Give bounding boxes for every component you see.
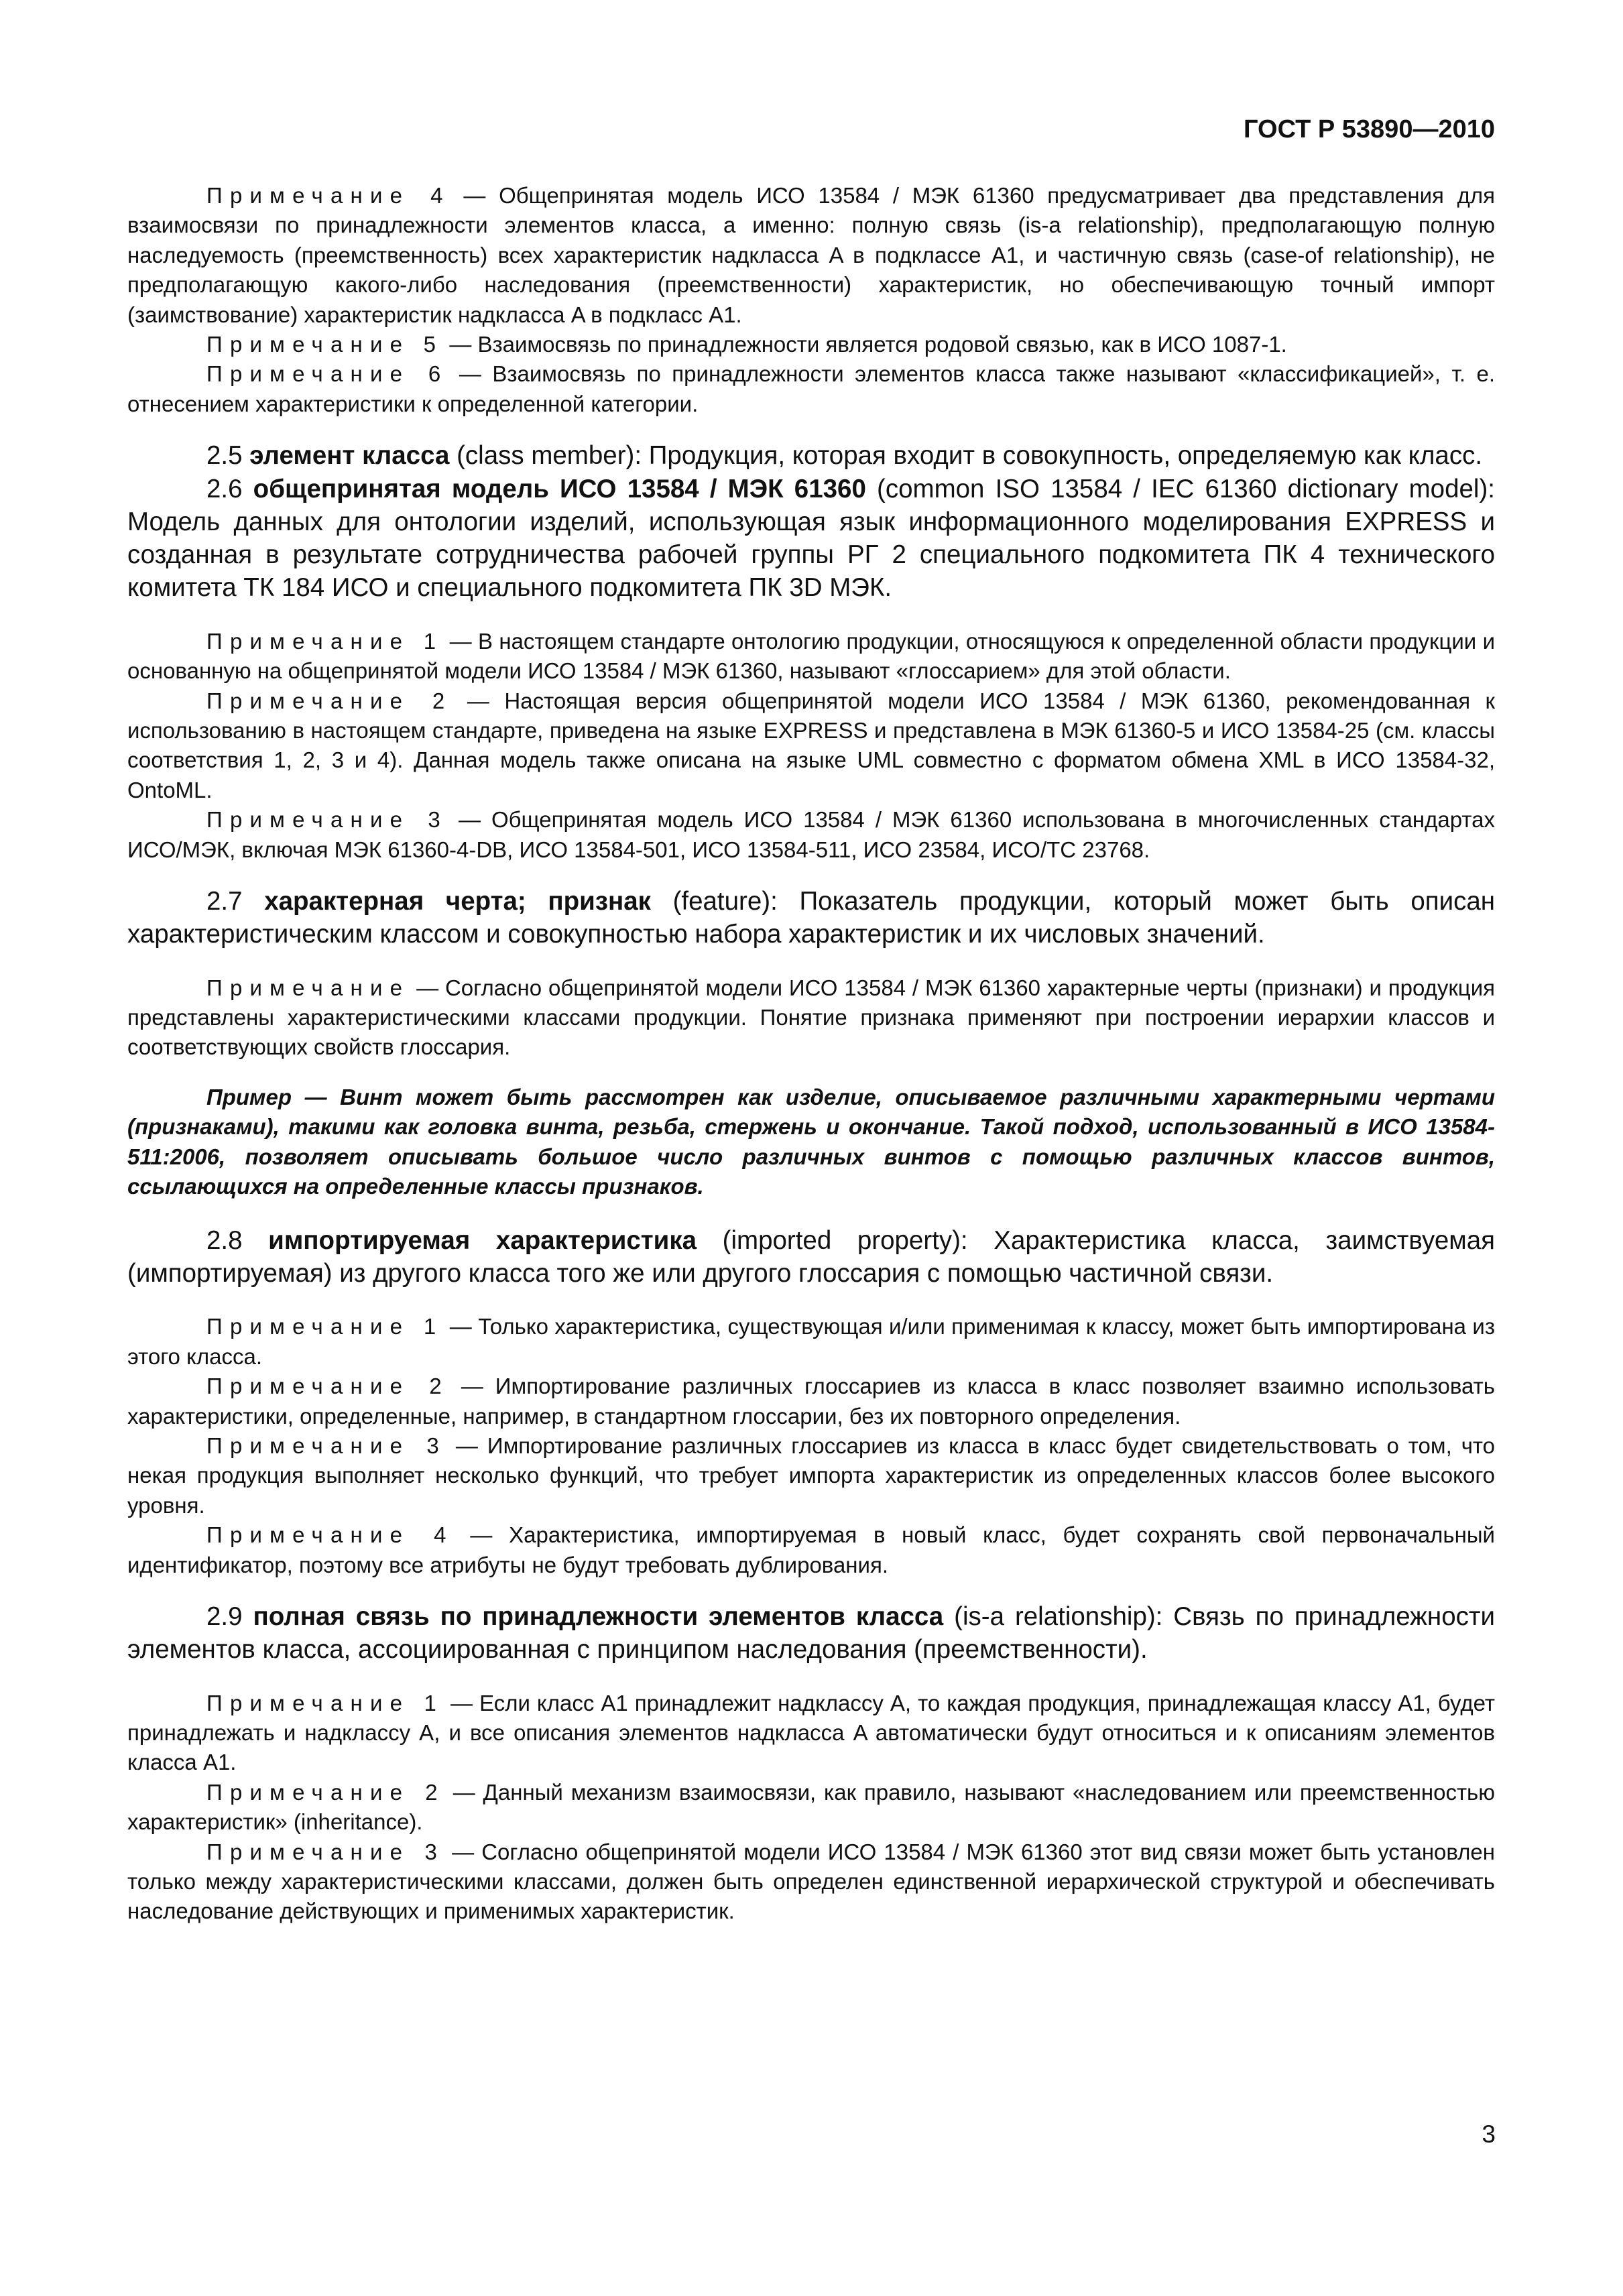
note-label: Примечание 1 [206, 628, 444, 654]
note-text: — Согласно общепринятой модели ИСО 13584 / МЭК 61360 характерные черты (признаки) и продукция представлены характеристическими классами продукции. Понятие признака применяют при построении иерархии классов и соответствующих свойств глоссария. [127, 975, 1495, 1060]
definition-group-2-8 [127, 1224, 1495, 1290]
definition-group-2-7 [127, 885, 1495, 951]
note-1 [127, 627, 1495, 686]
note-1 [127, 1689, 1495, 1778]
note-3 [127, 805, 1495, 865]
note-text: — Общепринятая модель ИСО 13584 / МЭК 61360 использована в многочисленных стандартах ИСО/МЭК, включая МЭК 61360-4-DB, ИСО 13584-501, ИСО 13584-511, ИСО 23584, ИСО/ТС 23768. [127, 807, 1495, 862]
note-text: — В настоящем стандарте онтологию продукции, относящуюся к определенной области продукции и основанную на общепринятой модели ИСО 13584 / МЭК 61360, называют «глоссарием» для этой области. [127, 628, 1495, 684]
note-text: — Характеристика, импортируемая в новый класс, будет сохранять свой первоначальный идентификатор, поэтому все атрибуты не будут требовать дублирования. [127, 1522, 1495, 1577]
note-text: — Взаимосвязь по принадлежности является родовой связью, как в ИСО 1087-1. [443, 332, 1287, 357]
note-1 [127, 1312, 1495, 1372]
note-text: — Если класс A1 принадлежит надклассу A, то каждая продукция, принадлежащая классу A1, будет принадлежать и надклассу A, и все описания элементов надкласса A автоматически будут относиться и к описаниям элементов класса A1. [127, 1690, 1496, 1775]
note-label: Примечание 1 [206, 1314, 444, 1339]
definition-number: 2.7 [206, 886, 265, 916]
note-4 [127, 181, 1495, 330]
note-label: Примечание 2 [206, 688, 453, 713]
notes-block-2-9 [127, 1689, 1495, 1927]
note-text: — Согласно общепринятой модели ИСО 13584 / МЭК 61360 этот вид связи может быть установлен только между характеристическими классами, должен быть определен единственной иерархической структурой и обеспечивать наследование действующих и применимых характеристик. [127, 1839, 1495, 1924]
definition-number: 2.6 [206, 474, 253, 503]
definition-text: (common ISO 13584 / IEC 61360 dictionary model): Модель данных для онтологии изделий, использующая язык информационного моделирования EXPRESS и созданная в результате сотрудничества рабочей группы РГ 2 специального подкомитета ПК 4 технического комитета ТК 184 ИСО и специального подкомитета ПК 3D МЭК. [127, 474, 1495, 603]
notes-block-2-6 [127, 627, 1495, 865]
note-text: — Только характеристика, существующая и/или применимая к классу, может быть импортирована из этого класса. [127, 1314, 1495, 1369]
definition-text: (imported property): Характеристика класса, заимствуемая (импортируемая) из другого класса того же или другого глоссария с помощью частичной связи. [127, 1225, 1495, 1288]
note-label: Примечание [206, 975, 410, 1000]
standard-id: ГОСТ Р 53890—2010 [1244, 115, 1495, 143]
note-label: Примечание 3 [206, 1433, 446, 1459]
page-number: 3 [1482, 2120, 1496, 2148]
note-label: Примечание 3 [206, 1839, 445, 1864]
note [127, 973, 1495, 1063]
definition-2-8 [127, 1224, 1495, 1290]
definition-number: 2.8 [206, 1225, 269, 1255]
definition-2-5 [127, 439, 1495, 472]
document-page [127, 114, 1495, 1947]
note-2 [127, 1778, 1495, 1837]
note-label: Примечание 4 [206, 183, 450, 208]
note-label: Примечание 5 [206, 332, 444, 357]
definition-term: общепринятая модель ИСО 13584 / МЭК 61360 [253, 474, 866, 503]
note-text: — Взаимосвязь по принадлежности элементов класса также называют «классификацией», т. е. отнесением характеристики к определенной категории. [127, 361, 1495, 416]
note-text: — Настоящая версия общепринятой модели ИСО 13584 / МЭК 61360, рекомендованная к использованию в настоящем стандарте, приведена на языке EXPRESS и представлена в МЭК 61360-5 и ИСО 13584-25 (см. классы соответствия 1, 2, 3 и 4). Данная модель также описана на языке UML совместно с форматом обмена XML в ИСО 13584-32, OntoML. [127, 688, 1495, 802]
note-label: Примечание 3 [206, 807, 448, 833]
definition-text: (class member): Продукция, которая входит в совокупность, определяемую как класс. [449, 441, 1483, 471]
note-label: Примечание 2 [206, 1374, 449, 1399]
note-label: Примечание 1 [206, 1690, 444, 1715]
note-label: Примечание 2 [206, 1779, 445, 1805]
definition-group-2-9 [127, 1600, 1495, 1667]
note-text: — Импортирование различных глоссариев из класса в класс будет свидетельствовать о том, что некая продукция выполняет несколько функций, что требует импорта характеристик из определенных классов более высокого уровня. [127, 1433, 1495, 1518]
note-4 [127, 1520, 1495, 1580]
example-2-7: Пример — Винт может быть рассмотрен как изделие, описываемое различными характерными чертами (признаками), такими как головка винта, резьба, стержень и окончание. Такой подход, использованный в ИСО 13584-511:2006, позволяет описывать большое число различных винтов с помощью различных классов винтов, ссылающихся на определенные классы признаков. [127, 1084, 1495, 1199]
definition-text: (feature): Показатель продукции, который может быть описан характеристическим классом и совокупностью набора характеристик и их числовых значений. [127, 886, 1496, 949]
note-label: Примечание 6 [206, 361, 448, 387]
note-3 [127, 1431, 1495, 1520]
note-2 [127, 686, 1495, 806]
note-5 [127, 330, 1495, 359]
notes-block-2-4 [127, 181, 1495, 419]
definition-term: характерная черта; признак [264, 886, 651, 916]
definition-2-6 [127, 473, 1495, 605]
notes-block-2-7 [127, 973, 1495, 1063]
definition-number: 2.5 [206, 441, 250, 471]
note-6 [127, 359, 1495, 419]
note-3 [127, 1837, 1495, 1927]
definition-2-7 [127, 885, 1495, 951]
note-2 [127, 1372, 1495, 1431]
definition-term: элемент класса [249, 441, 450, 471]
note-label: Примечание 4 [206, 1522, 454, 1548]
definitions-2-5-2-6 [127, 439, 1495, 604]
definition-number: 2.9 [206, 1602, 253, 1632]
note-text: — Импортирование различных глоссариев из класса в класс позволяет взаимно использовать характеристики, определенные, например, в стандартном глоссарии, без их повторного определения. [127, 1374, 1495, 1429]
definition-2-9 [127, 1600, 1495, 1667]
definition-term: полная связь по принадлежности элементов класса [253, 1602, 944, 1632]
notes-block-2-8 [127, 1312, 1495, 1580]
definition-term: импортируемая характеристика [268, 1225, 697, 1255]
definition-text: (is-a relationship): Связь по принадлежности элементов класса, ассоциированная с принципом наследования (преемственности). [127, 1602, 1495, 1665]
note-text: — Данный механизм взаимосвязи, как правило, называют «наследованием или преемственностью характеристик» (inheritance). [127, 1779, 1495, 1835]
document-header [127, 114, 1495, 145]
note-text: — Общепринятая модель ИСО 13584 / МЭК 61360 предусматривает два представления для взаимосвязи по принадлежности элементов класса, а именно: полную связь (is-a relationship), предполагающую полную наследуемость (преемственность) всех характеристик надкласса A в подклассе A1, и частичную связь (case-of relationship), не предполагающую какого-либо наследования (преемственности) характеристик, но обеспечивающую точный импорт (заимствование) характеристик надкласса A в подкласс A1. [127, 183, 1495, 327]
